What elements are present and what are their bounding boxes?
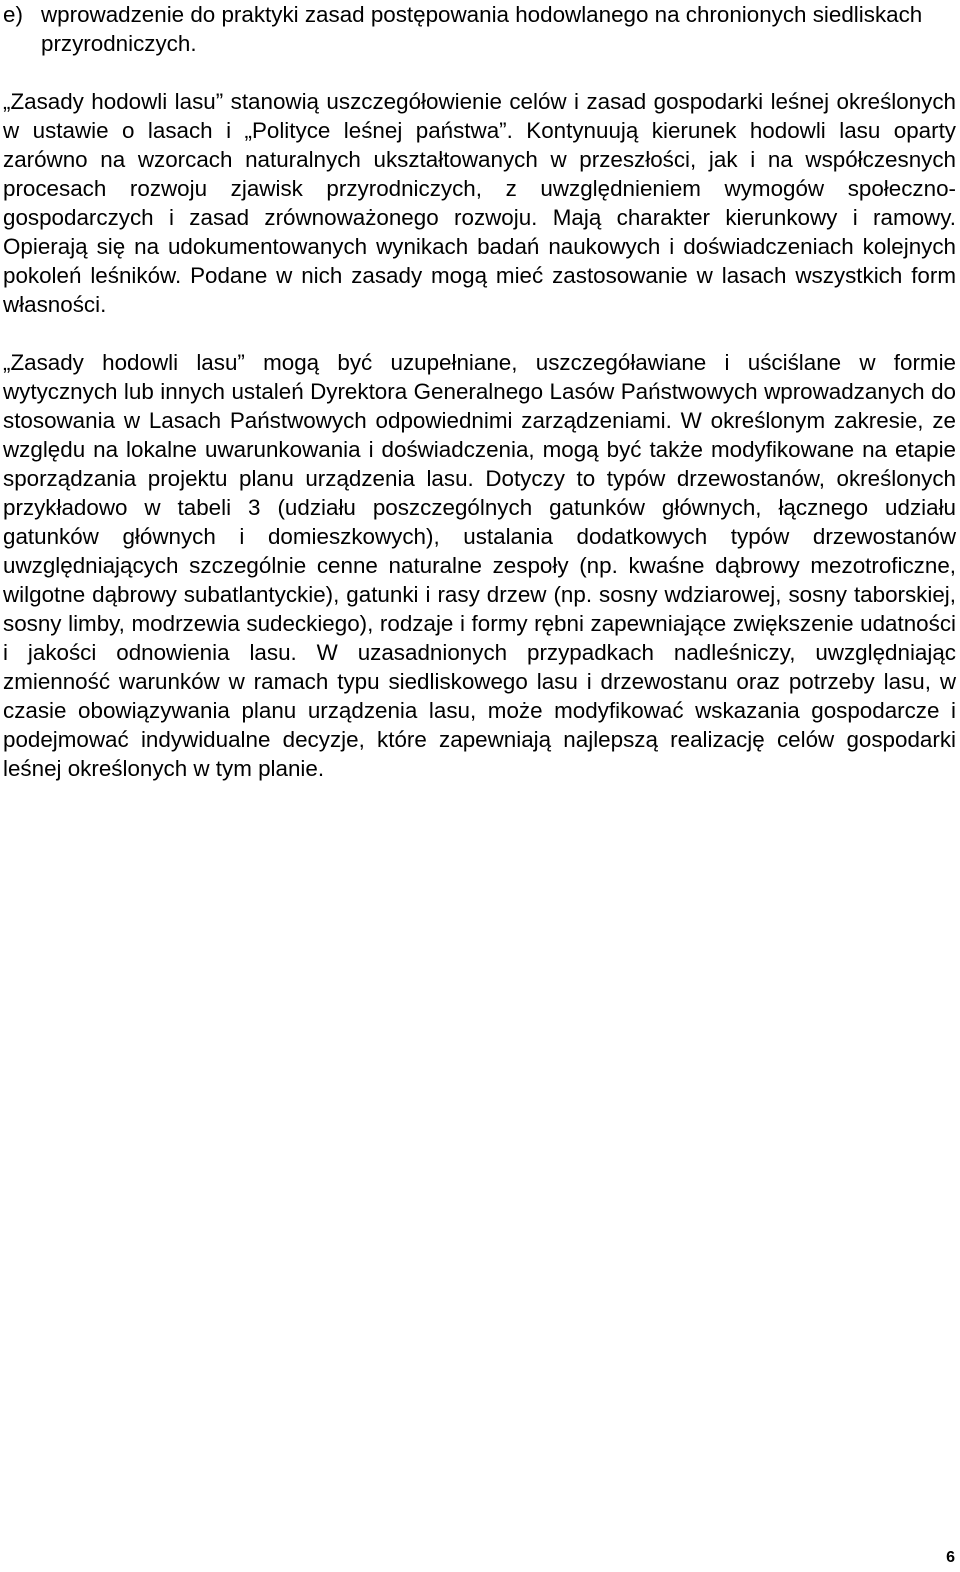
document-body bbox=[3, 0, 956, 783]
list-marker: e) bbox=[3, 2, 23, 27]
paragraph-1: „Zasady hodowli lasu” stanowią uszczegółowienie celów i zasad gospodarki leśnej określonych w ustawie o lasach i „Polityce leśnej państwa”. Kontynuują kierunek hodowli lasu oparty zarówno na wzorcach naturalnych ukształtowanych w przeszłości, jak i na współczesnych procesach rozwoju zjawisk przyrodniczych, z uwzględnieniem wymogów społeczno-gospodarczych i zasad zrównoważonego rozwoju. Mają charakter kierunkowy i ramowy. Opierają się na udokumentowanych wynikach badań naukowych i doświadczeniach kolejnych pokoleń leśników. Podane w nich zasady mogą mieć zastosowanie w lasach wszystkich form własności. bbox=[3, 89, 956, 317]
list-item-e bbox=[3, 0, 956, 58]
page-number: 6 bbox=[946, 1549, 955, 1566]
list-item-text: wprowadzenie do praktyki zasad postępowania hodowlanego na chronionych siedliskach przyrodniczych. bbox=[41, 2, 923, 56]
paragraph-2: „Zasady hodowli lasu” mogą być uzupełniane, uszczegóławiane i uściślane w formie wytycznych lub innych ustaleń Dyrektora Generalnego Lasów Państwowych wprowadzanych do stosowania w Lasach Państwowych odpowiednimi zarządzeniami. W określonym zakresie, ze względu na lokalne uwarunkowania i doświadczenia, mogą być także modyfikowane na etapie sporządzania projektu planu urządzenia lasu. Dotyczy to typów drzewostanów, określonych przykładowo w tabeli 3 (udziału poszczególnych gatunków głównych, łącznego udziału gatunków głównych i domieszkowych), ustalania dodatkowych typów drzewostanów uwzględniających szczególnie cenne naturalne zespoły (np. kwaśne dąbrowy mezotroficzne, wilgotne dąbrowy subatlantyckie), gatunki i rasy drzew (np. sosny wdziarowej, sosny taborskiej, sosny limby, modrzewia sudeckiego), rodzaje i formy rębni zapewniające zwiększenie udatności i jakości odnowienia lasu. W uzasadnionych przypadkach nadleśniczy, uwzględniając zmienność warunków w ramach typu siedliskowego lasu i drzewostanu oraz potrzeby lasu, w czasie obowiązywania planu urządzenia lasu, może modyfikować wskazania gospodarcze i podejmować indywidualne decyzje, które zapewniają najlepszą realizację celów gospodarki leśnej określonych w tym planie. bbox=[3, 350, 956, 781]
